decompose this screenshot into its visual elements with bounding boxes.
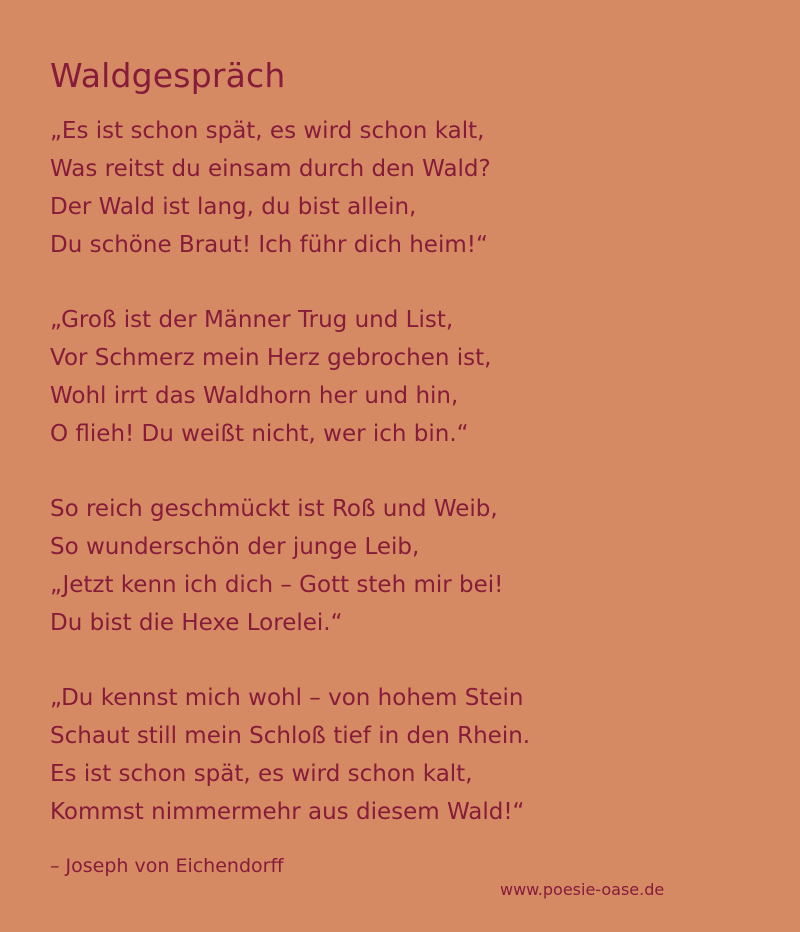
- poem-line: Du bist die Hexe Lorelei.“: [50, 610, 343, 636]
- poem-line: Es ist schon spät, es wird schon kalt,: [50, 761, 473, 787]
- poem-line: Du schöne Braut! Ich führ dich heim!“: [50, 232, 488, 258]
- author-attribution: – Joseph von Eichendorff: [50, 855, 284, 877]
- poem-line: So wunderschön der junge Leib,: [50, 534, 420, 560]
- stanza-4: [50, 679, 770, 831]
- stanza-1: [50, 112, 770, 264]
- poem-line: „Du kennst mich wohl – von hohem Stein: [50, 685, 524, 711]
- stanza-3: [50, 490, 770, 642]
- poem-line: Der Wald ist lang, du bist allein,: [50, 194, 417, 220]
- poem-line: Was reitst du einsam durch den Wald?: [50, 156, 491, 182]
- poem-line: So reich geschmückt ist Roß und Weib,: [50, 496, 498, 522]
- poem-title: Waldgespräch: [50, 56, 286, 95]
- poem-line: „Es ist schon spät, es wird schon kalt,: [50, 118, 485, 144]
- poem-line: Schaut still mein Schloß tief in den Rhein.: [50, 723, 531, 749]
- poem-line: Vor Schmerz mein Herz gebrochen ist,: [50, 345, 492, 371]
- poem-line: O flieh! Du weißt nicht, wer ich bin.“: [50, 421, 469, 447]
- poem-line: Kommst nimmermehr aus diesem Wald!“: [50, 799, 525, 825]
- poem-line: „Jetzt kenn ich dich – Gott steh mir bei!: [50, 572, 504, 598]
- website-link[interactable]: www.poesie-oase.de: [500, 880, 665, 899]
- stanza-2: [50, 301, 770, 453]
- poem-line: Wohl irrt das Waldhorn her und hin,: [50, 383, 459, 409]
- poem-line: „Groß ist der Männer Trug und List,: [50, 307, 454, 333]
